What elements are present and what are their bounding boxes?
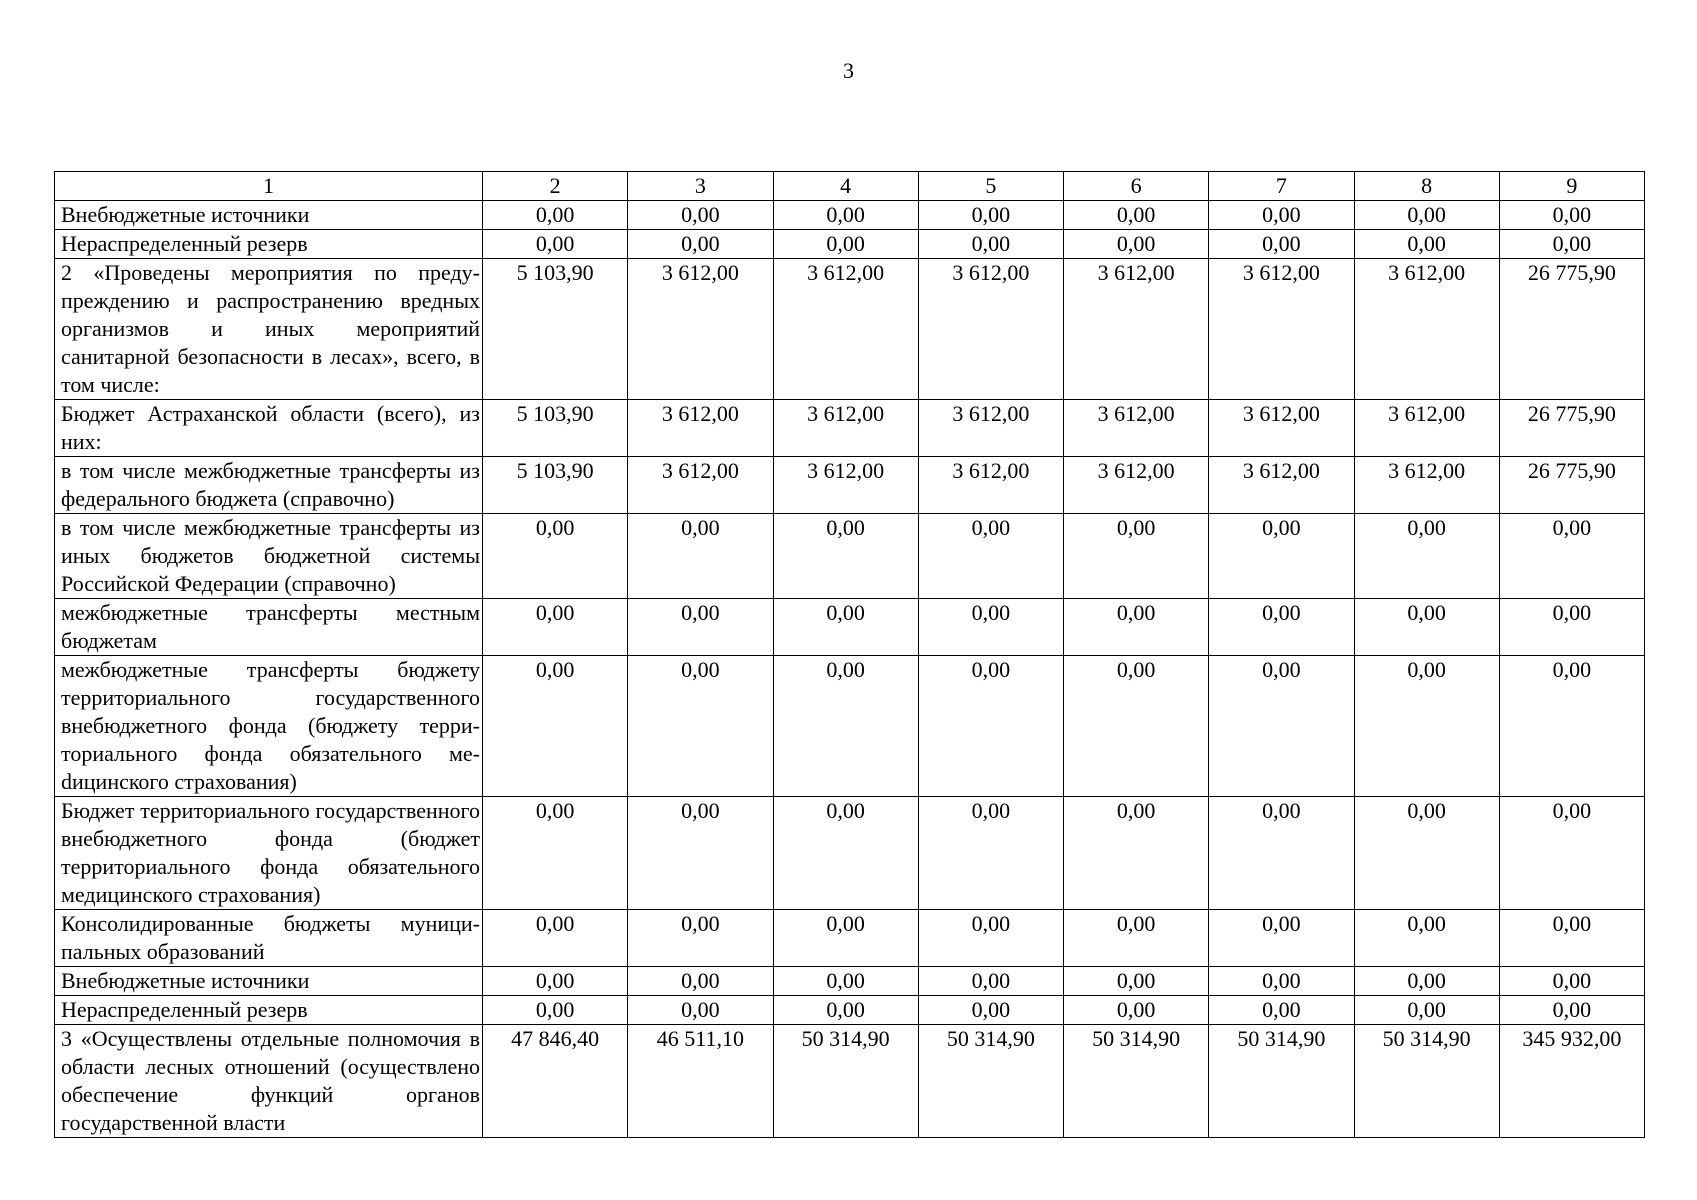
table-row	[55, 201, 1645, 230]
row-label: в том числе межбюджетные трансферты из иных бюджетов бюджетной системы Российской Федерации (справочно)	[55, 514, 483, 599]
row-value: 0,00	[1354, 910, 1499, 967]
row-label: межбюджетные трансферты бюджету территориального государственного внебюджетного фонда (бюджету территориального фонда обязательного меdицинского страхования)	[55, 656, 483, 797]
budget-table-body	[55, 172, 1645, 1138]
row-value: 50 314,90	[1064, 1025, 1209, 1138]
table-row	[55, 1025, 1645, 1138]
row-value: 0,00	[1209, 967, 1354, 996]
row-value: 0,00	[1354, 967, 1499, 996]
column-number: 7	[1209, 172, 1354, 201]
column-number: 3	[628, 172, 773, 201]
table-row	[55, 230, 1645, 259]
row-value: 26 775,90	[1499, 259, 1644, 400]
row-value: 0,00	[628, 996, 773, 1025]
column-number: 1	[55, 172, 483, 201]
row-value: 0,00	[773, 230, 918, 259]
column-number-row	[55, 172, 1645, 201]
row-value: 0,00	[628, 967, 773, 996]
row-value: 0,00	[1499, 599, 1644, 656]
row-value: 0,00	[1499, 797, 1644, 910]
row-value: 0,00	[773, 656, 918, 797]
row-value: 0,00	[773, 910, 918, 967]
table-row	[55, 457, 1645, 514]
row-value: 3 612,00	[1209, 259, 1354, 400]
row-value: 3 612,00	[1064, 259, 1209, 400]
row-label: межбюджетные трансферты местным бюджетам	[55, 599, 483, 656]
row-value: 3 612,00	[1209, 400, 1354, 457]
row-value: 0,00	[1064, 910, 1209, 967]
row-value: 0,00	[628, 910, 773, 967]
row-value: 0,00	[918, 797, 1063, 910]
row-value: 0,00	[773, 514, 918, 599]
column-number: 6	[1064, 172, 1209, 201]
row-label: Внебюджетные источники	[55, 967, 483, 996]
row-value: 47 846,40	[483, 1025, 628, 1138]
row-value: 0,00	[918, 201, 1063, 230]
row-value: 0,00	[483, 656, 628, 797]
row-value: 0,00	[1354, 514, 1499, 599]
row-label: Бюджет территориального государственного внебюджетного фонда (бюджет территориального фонда обязательного медицинского страхования)	[55, 797, 483, 910]
row-label: Внебюджетные источники	[55, 201, 483, 230]
row-value: 0,00	[1499, 656, 1644, 797]
table-row	[55, 514, 1645, 599]
column-number: 2	[483, 172, 628, 201]
row-value: 3 612,00	[1064, 457, 1209, 514]
row-value: 0,00	[1064, 797, 1209, 910]
row-value: 0,00	[1209, 996, 1354, 1025]
row-value: 50 314,90	[918, 1025, 1063, 1138]
row-value: 26 775,90	[1499, 400, 1644, 457]
row-value: 0,00	[1354, 996, 1499, 1025]
row-value: 0,00	[918, 910, 1063, 967]
row-value: 0,00	[1499, 201, 1644, 230]
row-value: 0,00	[1064, 996, 1209, 1025]
row-value: 0,00	[483, 201, 628, 230]
column-number: 8	[1354, 172, 1499, 201]
row-value: 0,00	[1499, 514, 1644, 599]
row-value: 50 314,90	[773, 1025, 918, 1138]
row-value: 3 612,00	[773, 259, 918, 400]
table-row	[55, 967, 1645, 996]
row-value: 3 612,00	[628, 259, 773, 400]
column-number: 4	[773, 172, 918, 201]
table-row	[55, 599, 1645, 656]
row-value: 0,00	[483, 797, 628, 910]
row-value: 0,00	[1354, 201, 1499, 230]
row-value: 0,00	[1209, 797, 1354, 910]
row-value: 0,00	[1064, 967, 1209, 996]
row-value: 3 612,00	[773, 457, 918, 514]
row-value: 0,00	[1064, 230, 1209, 259]
row-value: 0,00	[483, 599, 628, 656]
row-value: 0,00	[773, 599, 918, 656]
row-value: 0,00	[1064, 514, 1209, 599]
row-value: 5 103,90	[483, 457, 628, 514]
row-value: 50 314,90	[1354, 1025, 1499, 1138]
row-value: 0,00	[1354, 797, 1499, 910]
row-value: 345 932,00	[1499, 1025, 1644, 1138]
row-label: Бюджет Астраханской области (всего), из них:	[55, 400, 483, 457]
row-value: 0,00	[483, 514, 628, 599]
row-value: 0,00	[628, 656, 773, 797]
row-label: в том числе межбюджетные трансферты из федерального бюджета (справочно)	[55, 457, 483, 514]
row-value: 46 511,10	[628, 1025, 773, 1138]
row-value: 0,00	[918, 230, 1063, 259]
row-value: 0,00	[1499, 967, 1644, 996]
row-value: 0,00	[628, 797, 773, 910]
row-value: 3 612,00	[773, 400, 918, 457]
row-value: 0,00	[773, 201, 918, 230]
row-value: 0,00	[1064, 201, 1209, 230]
row-value: 3 612,00	[1354, 259, 1499, 400]
row-value: 0,00	[918, 514, 1063, 599]
row-value: 0,00	[773, 996, 918, 1025]
row-value: 0,00	[483, 967, 628, 996]
row-value: 0,00	[1209, 514, 1354, 599]
row-value: 0,00	[918, 599, 1063, 656]
row-value: 0,00	[1499, 910, 1644, 967]
row-label: Консолидированные бюджеты муниципальных образований	[55, 910, 483, 967]
row-value: 0,00	[918, 967, 1063, 996]
row-value: 0,00	[773, 967, 918, 996]
row-label: Нераспределенный резерв	[55, 230, 483, 259]
row-value: 0,00	[918, 656, 1063, 797]
row-value: 0,00	[628, 201, 773, 230]
row-value: 3 612,00	[918, 457, 1063, 514]
page-number: 3	[843, 58, 854, 83]
row-value: 0,00	[918, 996, 1063, 1025]
column-number: 9	[1499, 172, 1644, 201]
table-row	[55, 400, 1645, 457]
row-value: 0,00	[483, 910, 628, 967]
row-value: 0,00	[628, 514, 773, 599]
row-value: 3 612,00	[1354, 400, 1499, 457]
row-value: 5 103,90	[483, 259, 628, 400]
row-value: 0,00	[1499, 230, 1644, 259]
row-value: 0,00	[1209, 910, 1354, 967]
row-value: 3 612,00	[918, 400, 1063, 457]
row-value: 3 612,00	[1354, 457, 1499, 514]
table-row	[55, 910, 1645, 967]
row-value: 0,00	[1064, 656, 1209, 797]
row-value: 0,00	[628, 599, 773, 656]
row-value: 0,00	[483, 996, 628, 1025]
row-value: 3 612,00	[1209, 457, 1354, 514]
row-value: 0,00	[1064, 599, 1209, 656]
table-row	[55, 259, 1645, 400]
row-value: 3 612,00	[628, 400, 773, 457]
row-value: 3 612,00	[1064, 400, 1209, 457]
row-value: 0,00	[1499, 996, 1644, 1025]
row-value: 50 314,90	[1209, 1025, 1354, 1138]
table-row	[55, 996, 1645, 1025]
row-label: 2 «Проведены мероприятия по предупреждению и распространению вредных организмов и иных мероприятий санитарной безопасности в лесах», всего, в том числе:	[55, 259, 483, 400]
row-value: 3 612,00	[628, 457, 773, 514]
row-value: 0,00	[483, 230, 628, 259]
row-value: 0,00	[1209, 201, 1354, 230]
row-value: 26 775,90	[1499, 457, 1644, 514]
row-value: 0,00	[1209, 599, 1354, 656]
table-row	[55, 656, 1645, 797]
row-value: 0,00	[1354, 656, 1499, 797]
row-value: 0,00	[773, 797, 918, 910]
row-value: 0,00	[1209, 656, 1354, 797]
column-number: 5	[918, 172, 1063, 201]
row-value: 0,00	[1354, 230, 1499, 259]
row-label: 3 «Осуществлены отдельные полномочия в области лесных отношений (осуществлено обеспечение функций органов государственной власти	[55, 1025, 483, 1138]
row-value: 5 103,90	[483, 400, 628, 457]
row-label: Нераспределенный резерв	[55, 996, 483, 1025]
row-value: 3 612,00	[918, 259, 1063, 400]
row-value: 0,00	[628, 230, 773, 259]
table-row	[55, 797, 1645, 910]
row-value: 0,00	[1354, 599, 1499, 656]
budget-table	[54, 171, 1645, 1138]
row-value: 0,00	[1209, 230, 1354, 259]
